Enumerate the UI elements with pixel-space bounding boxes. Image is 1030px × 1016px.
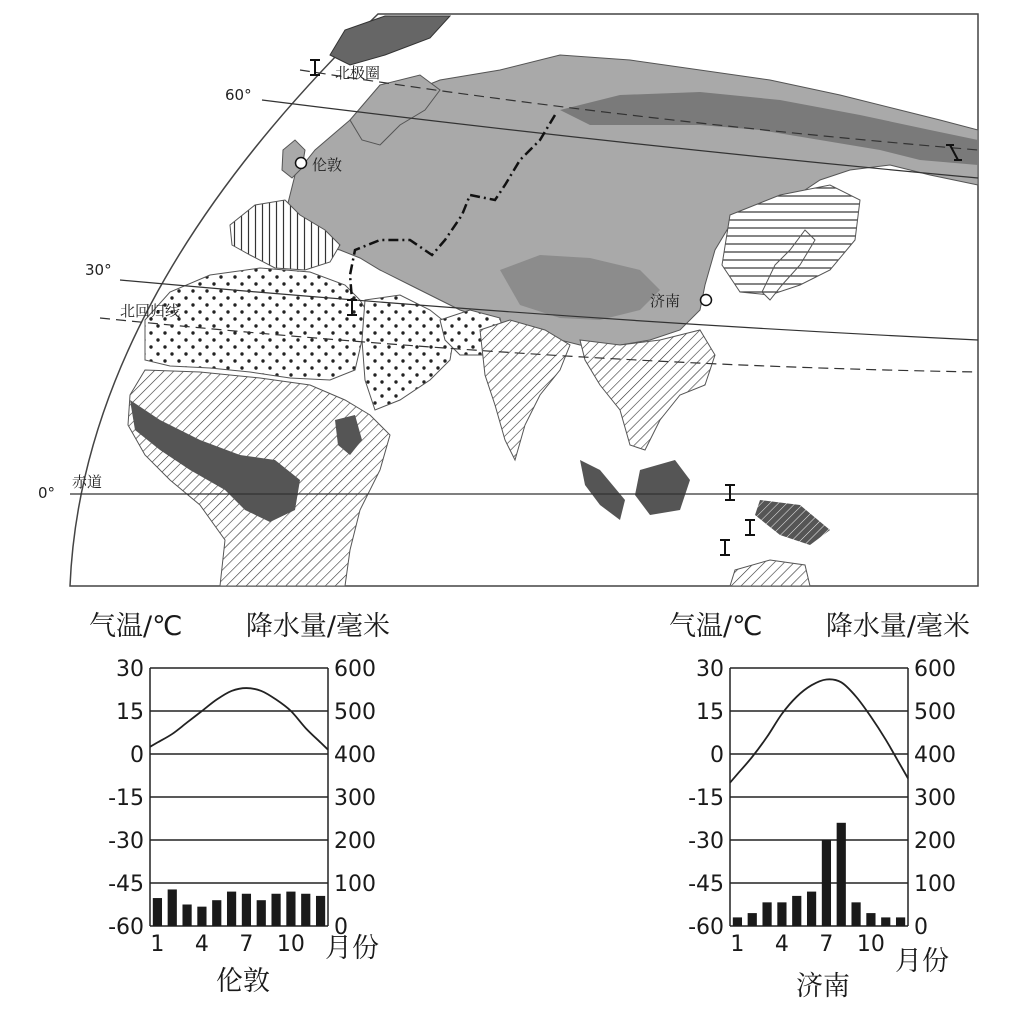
precipitation-tick-label: 600 xyxy=(914,657,956,682)
precipitation-tick-label: 300 xyxy=(914,786,956,811)
precipitation-tick-label: 100 xyxy=(914,872,956,897)
month-tick-label: 1 xyxy=(150,932,165,957)
temperature-tick-label: -15 xyxy=(688,786,724,811)
precipitation-axis-title: 降水量/毫米 xyxy=(245,611,390,642)
temperature-line xyxy=(150,688,328,750)
precipitation-tick-label: 100 xyxy=(334,872,376,897)
lat-30-label: 30° xyxy=(85,261,112,279)
precipitation-tick-label: 600 xyxy=(334,657,376,682)
temperature-tick-label: -30 xyxy=(688,829,724,854)
climate-chart-jinan xyxy=(660,600,990,1012)
tropic-of-cancer-label: 北回归线 xyxy=(120,302,181,320)
precipitation-tick-label: 200 xyxy=(334,829,376,854)
chart-title: 伦敦 xyxy=(216,966,270,997)
month-tick-label: 4 xyxy=(774,932,789,957)
lat-0-label: 0° xyxy=(38,484,56,502)
temperature-tick-label: 0 xyxy=(710,743,724,768)
precipitation-bar xyxy=(182,905,191,927)
precipitation-tick-label: 0 xyxy=(914,915,928,940)
temperature-tick-label: 30 xyxy=(116,657,144,682)
temperature-line xyxy=(730,679,908,782)
precipitation-bar xyxy=(851,902,860,926)
temperature-tick-label: -45 xyxy=(108,872,144,897)
month-tick-label: 4 xyxy=(194,932,209,957)
temperature-tick-label: 15 xyxy=(116,700,144,725)
precipitation-tick-label: 0 xyxy=(334,915,348,940)
temperature-axis-title: 气温/℃ xyxy=(89,611,183,642)
precipitation-tick-label: 400 xyxy=(914,743,956,768)
lat-60-label: 60° xyxy=(225,86,252,104)
plot-area xyxy=(688,657,956,957)
temperature-tick-label: -60 xyxy=(688,915,724,940)
temperature-tick-label: -30 xyxy=(108,829,144,854)
month-axis-title: 月份 xyxy=(325,933,379,964)
temperature-tick-label: 0 xyxy=(130,743,144,768)
precipitation-tick-label: 300 xyxy=(334,786,376,811)
chart-title: 济南 xyxy=(796,971,850,1002)
precipitation-bar xyxy=(168,889,177,926)
precipitation-tick-label: 500 xyxy=(914,700,956,725)
precipitation-bar xyxy=(212,900,221,926)
precipitation-bar xyxy=(286,892,295,926)
temperature-tick-label: -60 xyxy=(108,915,144,940)
jinan-marker xyxy=(701,295,712,306)
temperature-tick-label: -15 xyxy=(108,786,144,811)
precipitation-bar xyxy=(807,892,816,926)
month-axis-title: 月份 xyxy=(895,946,949,977)
precipitation-bar xyxy=(301,894,310,926)
london-label: 伦敦 xyxy=(312,156,343,174)
precipitation-bar xyxy=(777,902,786,926)
month-tick-label: 1 xyxy=(730,932,745,957)
precipitation-bar xyxy=(748,913,757,926)
precipitation-bar xyxy=(866,913,875,926)
london-marker xyxy=(296,158,307,169)
precipitation-bar xyxy=(837,823,846,926)
precipitation-bar xyxy=(762,902,771,926)
temperature-tick-label: 15 xyxy=(696,700,724,725)
precipitation-bar xyxy=(881,917,890,926)
precipitation-tick-label: 200 xyxy=(914,829,956,854)
temperature-tick-label: 30 xyxy=(696,657,724,682)
precipitation-bar xyxy=(153,898,162,926)
precipitation-tick-label: 500 xyxy=(334,700,376,725)
precipitation-bar xyxy=(316,896,325,926)
temperature-tick-label: -45 xyxy=(688,872,724,897)
month-tick-label: 10 xyxy=(276,932,305,957)
arctic-circle-label: 北极圈 xyxy=(335,64,381,82)
precipitation-bar xyxy=(257,900,266,926)
month-tick-label: 10 xyxy=(856,932,885,957)
precipitation-axis-title: 降水量/毫米 xyxy=(825,611,970,642)
month-tick-label: 7 xyxy=(819,932,834,957)
precipitation-bar xyxy=(733,917,742,926)
precipitation-bar xyxy=(197,907,206,926)
month-tick-label: 7 xyxy=(239,932,254,957)
precipitation-bar xyxy=(822,840,831,926)
temperature-axis-title: 气温/℃ xyxy=(669,611,763,642)
jinan-label: 济南 xyxy=(650,292,681,310)
equator-label: 赤道 xyxy=(72,473,103,491)
plot-area xyxy=(108,657,376,957)
climate-chart-london xyxy=(80,600,410,1012)
precipitation-bar xyxy=(271,894,280,926)
precipitation-bar xyxy=(792,896,801,926)
precipitation-bar xyxy=(227,892,236,926)
precipitation-bar xyxy=(896,917,905,926)
precipitation-tick-label: 400 xyxy=(334,743,376,768)
precipitation-bar xyxy=(242,894,251,926)
